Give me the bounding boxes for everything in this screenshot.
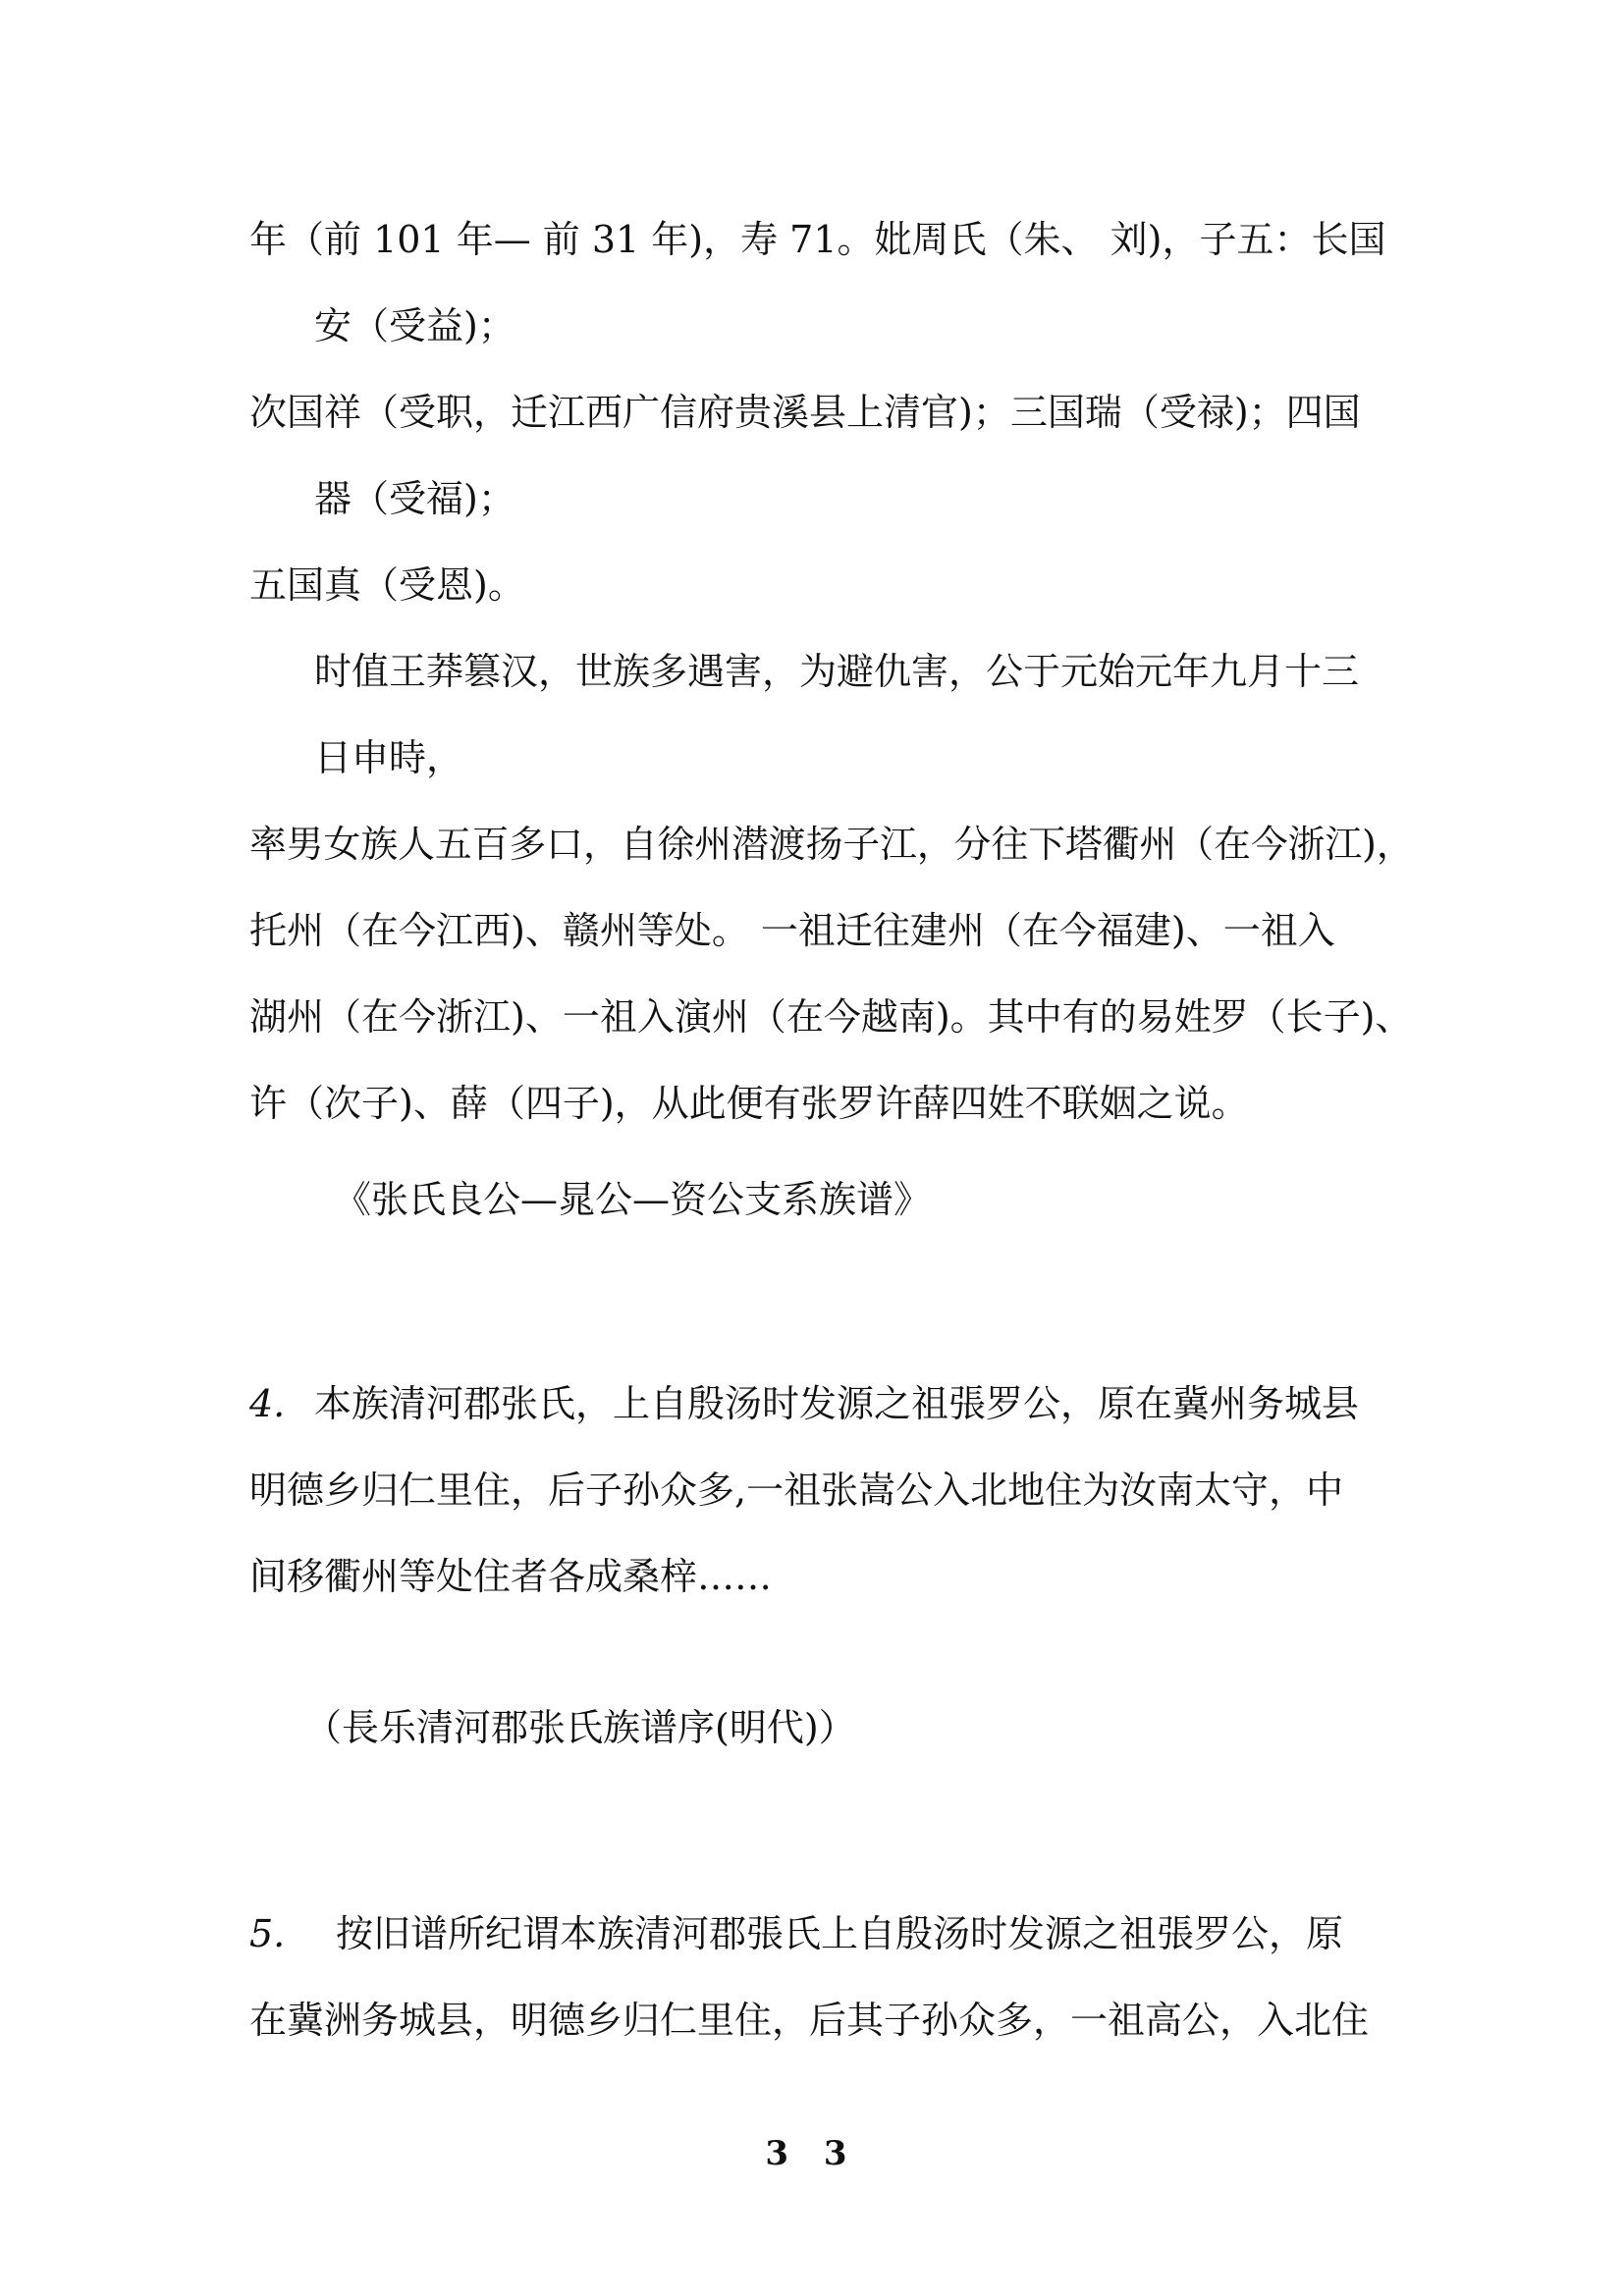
text-line-5: 五国真（受恩)。	[249, 563, 525, 607]
source-citation-1: 《张氏良公—晁公—资公支系族谱》	[334, 1178, 932, 1221]
text-line-2: 安（受益)；	[314, 304, 515, 347]
text-line-4: 器（受福)；	[314, 477, 515, 520]
paragraph-number-5: 5.	[249, 1912, 286, 1955]
text-line-18: 在冀洲务城县，明德乡归仁里住，后其子孙众多，一祖高公，入北住	[249, 1999, 1370, 2042]
text-line-15: 间移衢州等处住者各成桑梓……	[249, 1555, 773, 1598]
text-line-3: 次国祥（受职，迁江西广信府贵溪县上清官)；三国瑞（受禄)；四国	[249, 391, 1361, 434]
text-line-11: 许（次子)、薛（四子)，从此便有张罗许薛四姓不联姻之说。	[249, 1082, 1249, 1125]
text-line-14: 明德乡归仁里住，后子孙众多,一祖张嵩公入北地住为汝南太守，中	[249, 1468, 1344, 1512]
paragraph-number-4: 4.	[249, 1382, 286, 1425]
text-line-8: 率男女族人五百多口，自徐州潜渡扬子江，分往下塔衢州（在今浙江)，	[249, 823, 1414, 866]
text-line-1: 年（前 101 年— 前 31 年)，寿 71。妣周氏（朱、 刘)，子五：长国	[249, 218, 1386, 261]
page-number: 3 3	[765, 2134, 859, 2173]
text-line-9: 托州（在今江西)、赣州等处。 一祖迁往建州（在今福建)、一祖入	[249, 909, 1335, 952]
source-citation-2: （長乐清河郡张氏族谱序(明代)）	[304, 1706, 856, 1749]
text-line-6: 时值王莽篡汉，世族多遇害，为避仇害，公于元始元年九月十三	[314, 650, 1360, 693]
text-line-7: 日申時，	[314, 736, 464, 779]
text-line-17: 按旧谱所纪谓本族清河郡張氏上自殷汤时发源之祖張罗公，原	[336, 1912, 1344, 1955]
text-line-10: 湖州（在今浙江)、一祖入演州（在今越南)。其中有的易姓罗（长子)、	[249, 995, 1413, 1039]
text-line-13: 本族清河郡张氏，上自殷汤时发源之祖張罗公，原在冀州务城县	[314, 1382, 1360, 1425]
